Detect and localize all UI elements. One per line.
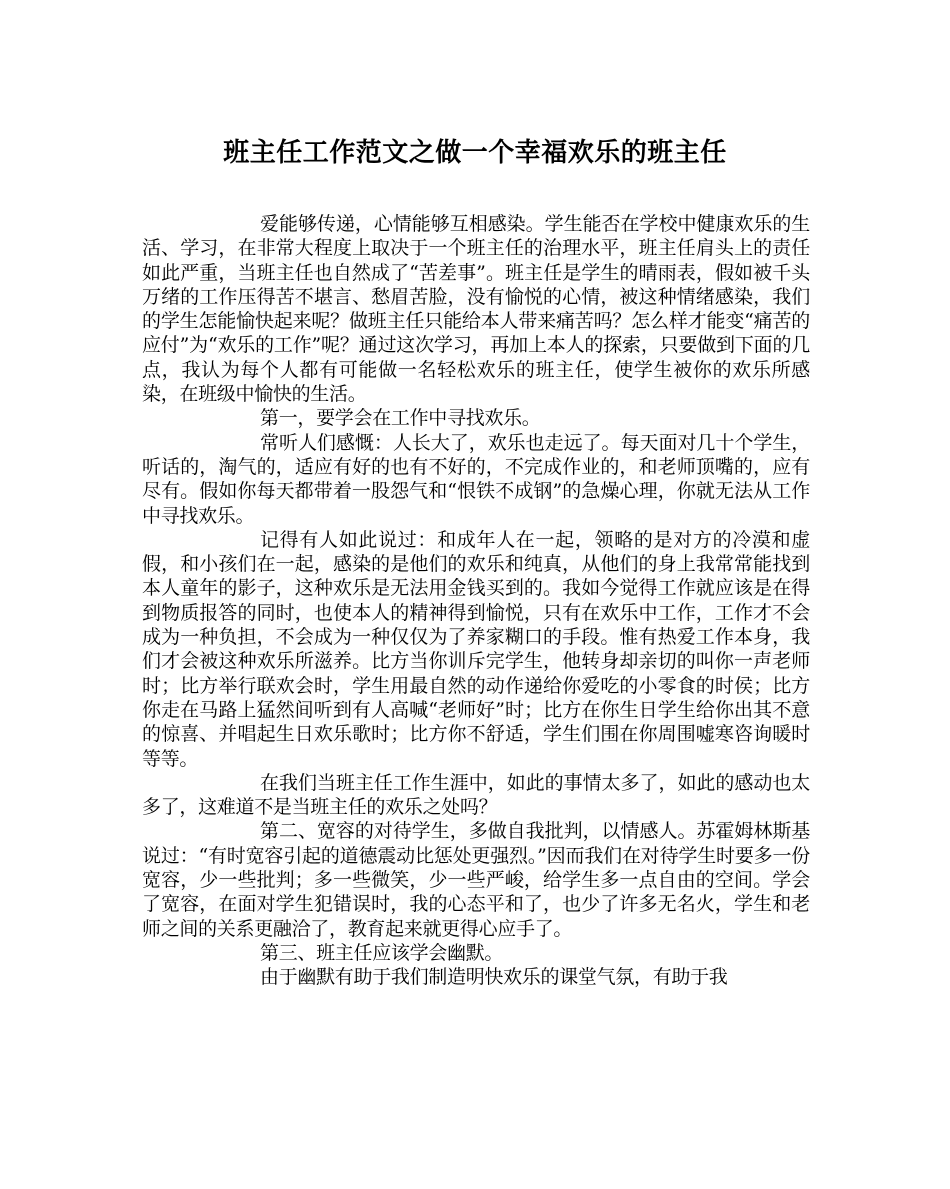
document-title: 班主任工作范文之做一个幸福欢乐的班主任 — [223, 138, 727, 168]
paragraph-heading-third: 第三、班主任应该学会幽默。 — [260, 941, 504, 964]
paragraph-sigh: 常听人们感慨：人长大了，欢乐也走远了。每天面对几十个学生，听话的，淘气的，适应有好的也有不好的，不完成作业的，和老师顶嘴的，应有尽有。假如你每天都带着一股怨气和“恨铁不成钢”的急燥心理，你就无法从工作中寻找欢乐。 — [142, 431, 810, 527]
paragraph-heading-second: 第二、宽容的对待学生，多做自我批判，以情感人。苏霍姆林斯基说过：“有时宽容引起的道德震动比惩处更强烈。”因而我们在对待学生时要多一份宽容，少一些批判；多一些微笑，少一些严峻，给学生多一点自由的空间。学会了宽容，在面对学生犯错误时，我的心态平和了，也少了许多无名火，学生和老师之间的关系更融洽了，教育起来就更得心应手了。 — [142, 820, 810, 940]
document-body — [142, 212, 810, 990]
paragraph-moved: 在我们当班主任工作生涯中，如此的事情太多了，如此的感动也太多了，这难道不是当班主任的欢乐之处吗？ — [142, 771, 810, 819]
paragraph-heading-first: 第一，要学会在工作中寻找欢乐。 — [260, 407, 541, 430]
paragraph-humor: 由于幽默有助于我们制造明快欢乐的课堂气氛，有助于我 — [260, 966, 728, 989]
paragraph-joy-examples: 记得有人如此说过：和成年人在一起，领略的是对方的冷漠和虚假，和小孩们在一起，感染的是他们的欢乐和纯真，从他们的身上我常常能找到本人童年的影子，这种欢乐是无法用金钱买到的。我如今觉得工作就应该是在得到物质报答的同时，也使本人的精神得到愉悦，只有在欢乐中工作，工作才不会成为一种负担，不会成为一种仅仅为了养家糊口的手段。惟有热爱工作本身，我们才会被这种欢乐所滋养。比方当你训斥完学生，他转身却亲切的叫你一声老师时；比方举行联欢会时，学生用最自然的动作递给你爱吃的小零食的时侯；比方你走在马路上猛然间听到有人高喊“老师好”时；比方在你生日学生给你出其不意的惊喜、并唱起生日欢乐歌时；比方你不舒适，学生们围在你周围嘘寒咨询暖时等等。 — [142, 528, 810, 770]
paragraph-intro: 爱能够传递，心情能够互相感染。学生能否在学校中健康欢乐的生活、学习，在非常大程度上取决于一个班主任的治理水平，班主任肩头上的责任如此严重，当班主任也自然成了“苦差事”。班主任是学生的晴雨表，假如被千头万绪的工作压得苦不堪言、愁眉苦脸，没有愉悦的心情，被这种情绪感染，我们的学生怎能愉快起来呢？做班主任只能给本人带来痛苦吗？怎么样才能变“痛苦的应付”为“欢乐的工作”呢？通过这次学习，再加上本人的探索，只要做到下面的几点，我认为每个人都有可能做一名轻松欢乐的班主任，使学生被你的欢乐所感染，在班级中愉快的生活。 — [142, 213, 810, 406]
